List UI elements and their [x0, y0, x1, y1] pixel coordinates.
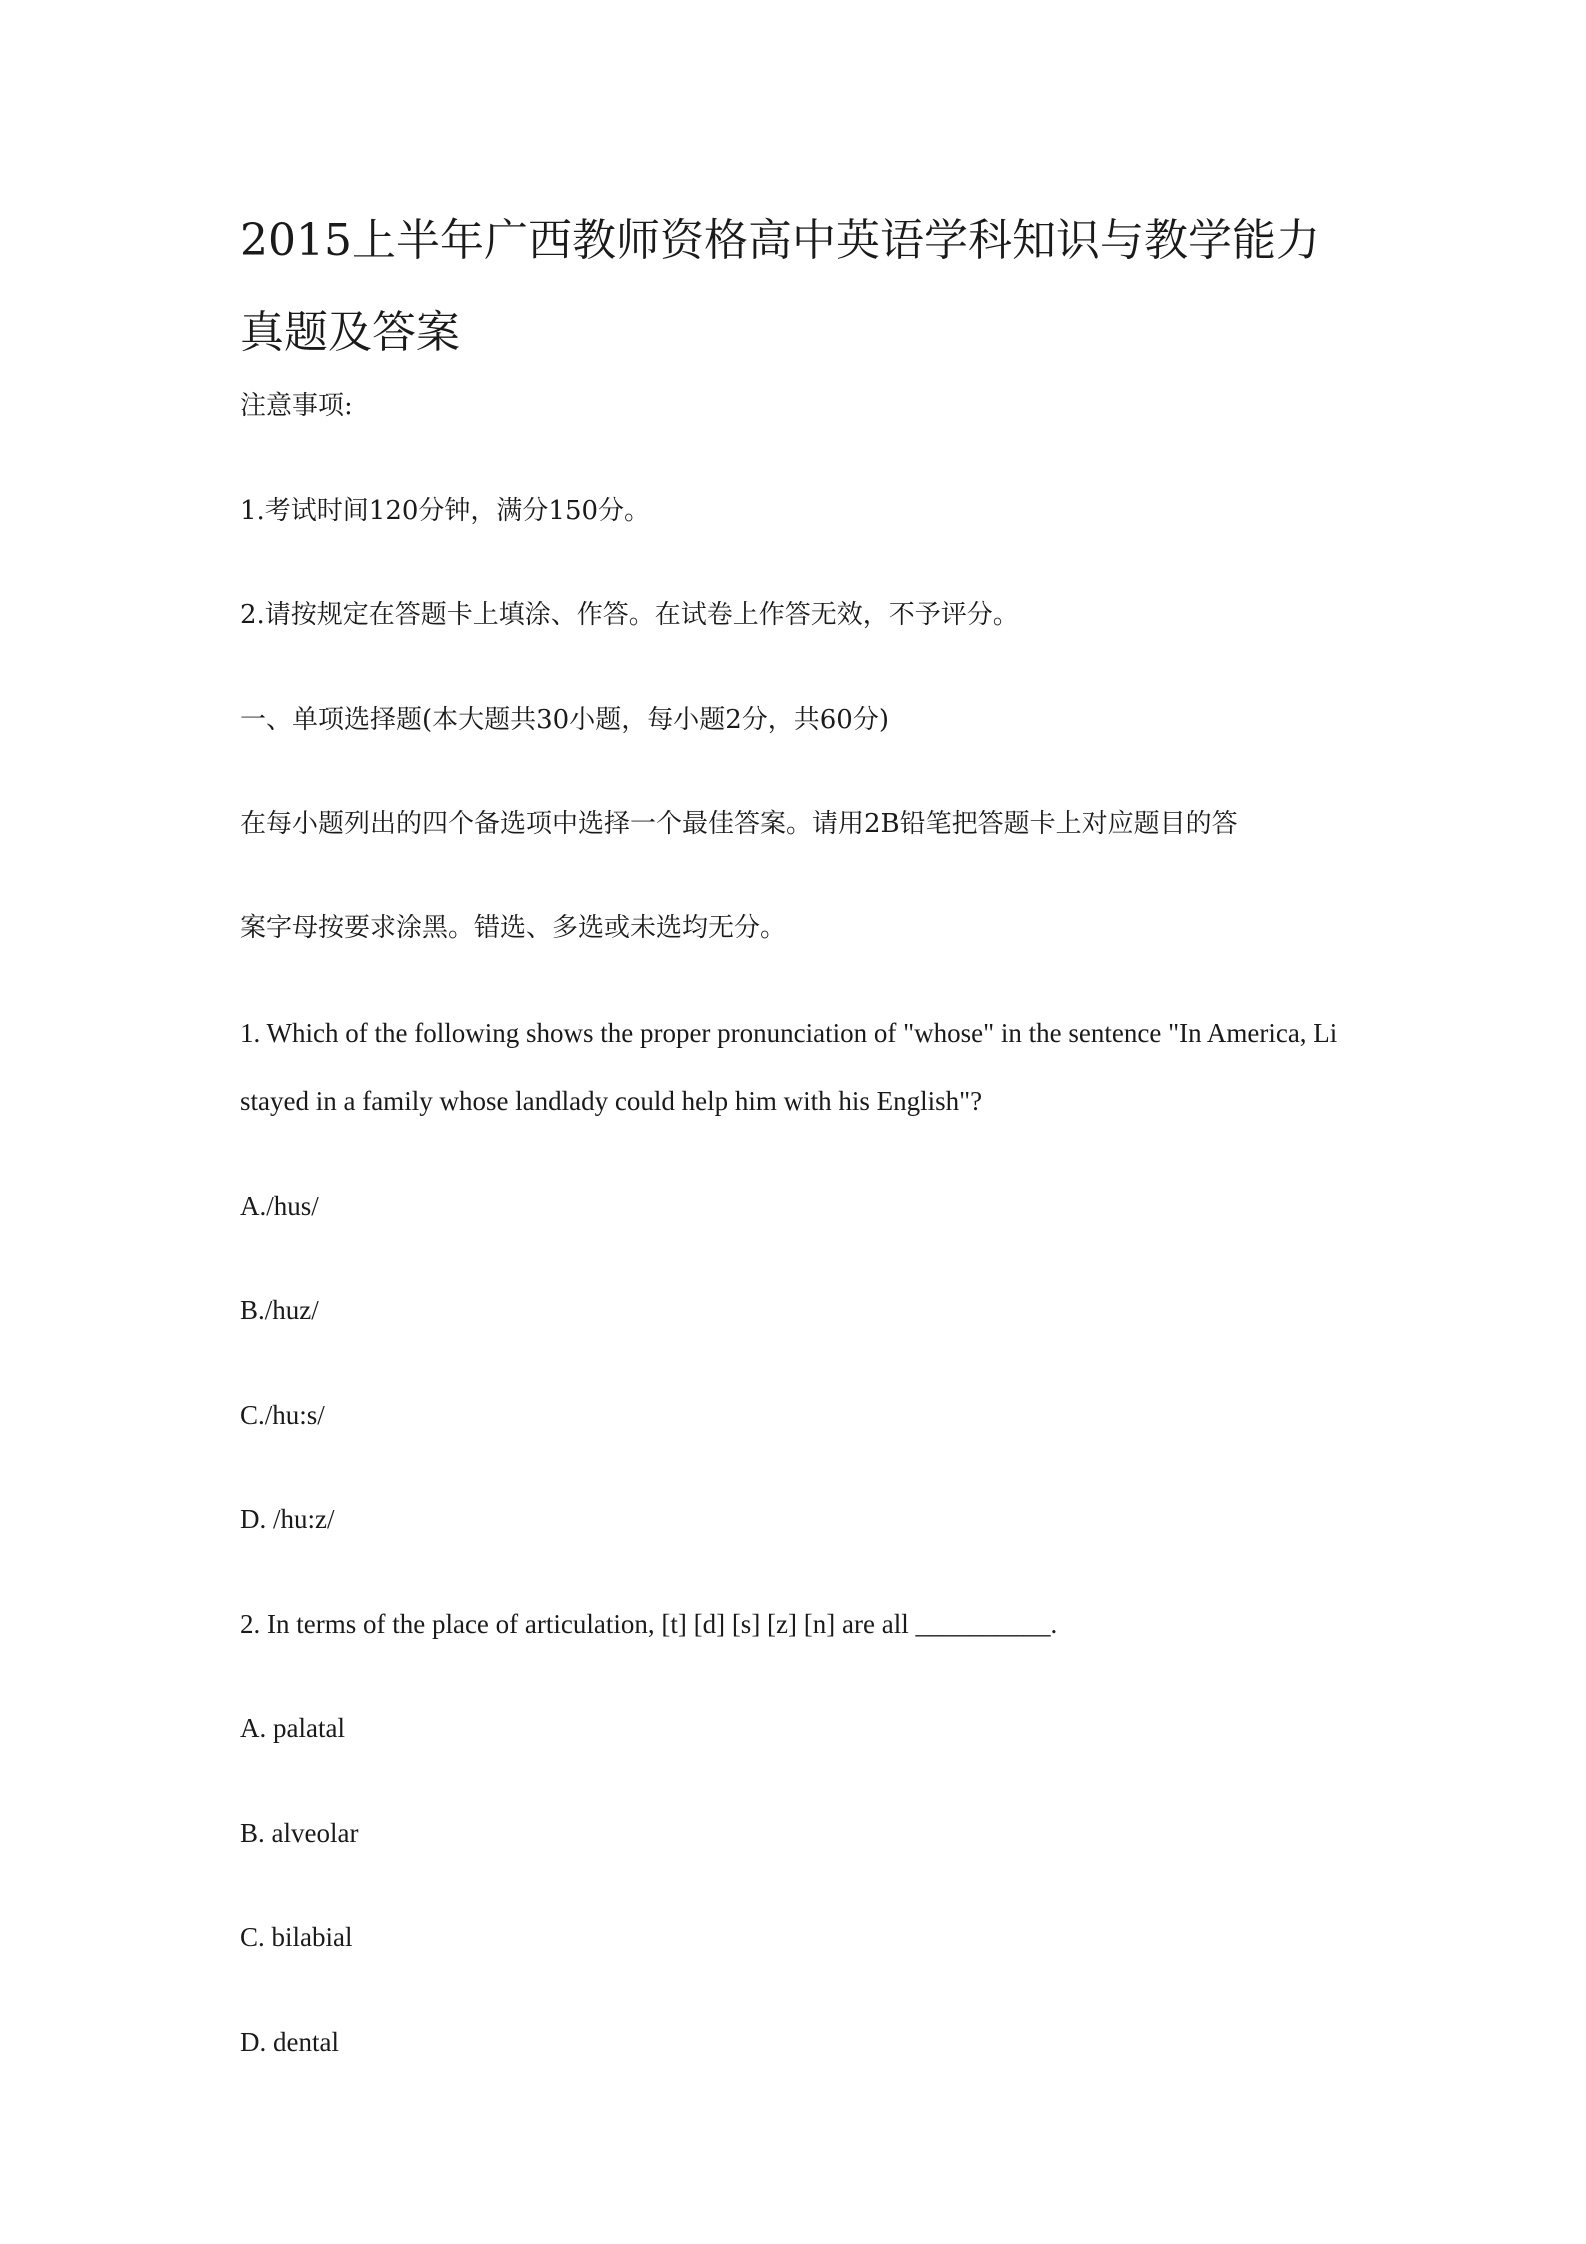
question-1-option-b: B./huz/ [240, 1295, 319, 1325]
instruction-line: 案字母按要求涂黑。错选、多选或未选均无分。 [240, 913, 787, 943]
note-item: 1.考试时间120分钟，满分150分。 [240, 496, 651, 526]
question-2-option-a: A. palatal [240, 1713, 345, 1743]
question-1-option-d: D. /hu:z/ [240, 1504, 335, 1534]
question-2-option-c: C. bilabial [240, 1922, 353, 1952]
question-1-stem: 1. Which of the following shows the proper pronunciation of "whose" in the sentence "In America, Li [240, 1018, 1338, 1048]
instruction-line: 在每小题列出的四个备选项中选择一个最佳答案。请用2B铅笔把答题卡上对应题目的答 [240, 809, 1238, 839]
question-1-option-c: C./hu:s/ [240, 1400, 325, 1430]
section-heading: 一、单项选择题(本大题共30小题，每小题2分，共60分) [240, 705, 889, 735]
document-title: 2015上半年广西教师资格高中英语学科知识与教学能力真题及答案 [240, 215, 1320, 358]
question-2-stem: 2. In terms of the place of articulation, [t] [d] [s] [z] [n] are all __________. [240, 1609, 1058, 1639]
question-2-option-b: B. alveolar [240, 1818, 359, 1848]
question-2-option-d: D. dental [240, 2027, 339, 2057]
notes-heading: 注意事项: [240, 391, 353, 421]
question-1-stem: stayed in a family whose landlady could help him with his English"? [240, 1086, 983, 1116]
question-1-option-a: A./hus/ [240, 1191, 319, 1221]
note-item: 2.请按规定在答题卡上填涂、作答。在试卷上作答无效，不予评分。 [240, 600, 1019, 630]
